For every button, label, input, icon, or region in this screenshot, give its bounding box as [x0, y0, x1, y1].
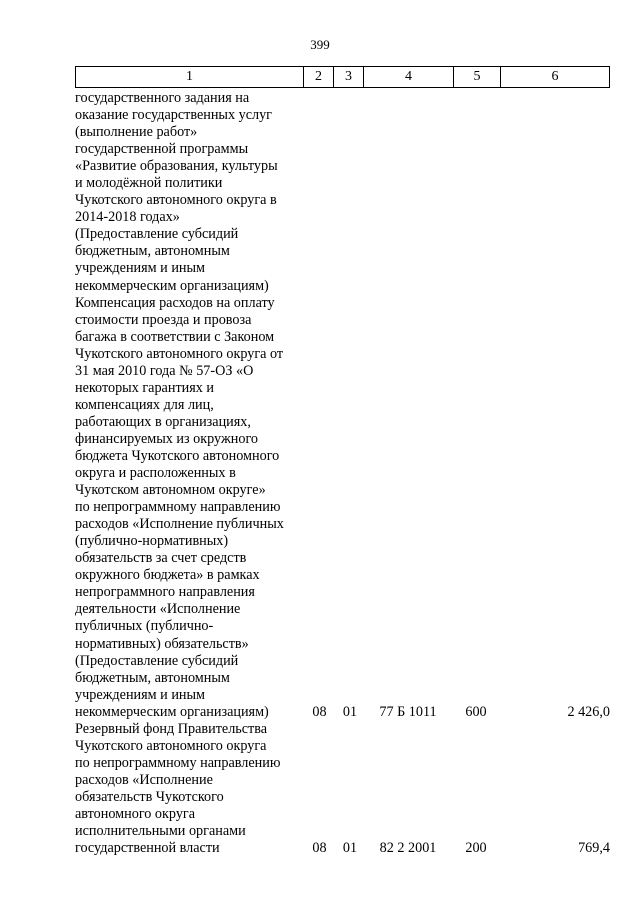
table-header: [75, 66, 610, 88]
row-amount: 769,4: [578, 840, 610, 857]
table-row: [75, 295, 610, 721]
row-amount: 2 426,0: [567, 703, 610, 720]
row-section: 08: [312, 703, 327, 720]
table-row: [75, 90, 610, 295]
row-description: Компенсация расходов на оплату стоимости проезда и провоза багажа в соответствии с Законом Чукотского автономного округа от 31 мая 2010 года № 57-ОЗ «О некоторых гарантиях и компенсациях для лиц, работающих в организациях, финансируемых из окружного бюджета Чукотского автономного округа и расположенных в Чукотском автономном округе» по непрограммному направлению расходов «Исполнение публичных (публично-нормативных) обязательств за счет средств окружного бюджета» в рамках непрограммного направления деятельности «Исполнение публичных (публично- нормативных) обязательств» (Предоставление субсидий бюджетным, автономным учреждениям и иным некоммерческим организациям): [75, 294, 284, 720]
row-target-article: 82 2 2001: [379, 840, 437, 857]
row-description: государственного задания на оказание государственных услуг (выполнение работ» государственной программы «Развитие образования, культуры и молодёжной политики Чукотского автономного округа в 2014-2018 годах» (Предоставление субсидий бюджетным, автономным учреждениям и иным некоммерческим организациям): [75, 90, 278, 294]
row-expense-type: 200: [465, 840, 487, 857]
row-subsection: 01: [342, 840, 358, 857]
row-description: Резервный фонд Правительства Чукотского автономного округа по непрограммному направлению расходов «Исполнение обязательств Чукотского автономного округа исполнительными органами государственной власти: [75, 720, 281, 857]
row-target-article: 77 Б 1011: [379, 703, 437, 720]
header-col-3: 3: [334, 67, 364, 88]
page-number: 399: [310, 37, 330, 52]
table-body: [75, 90, 610, 857]
row-subsection: 01: [342, 703, 358, 720]
row-expense-type: 600: [465, 703, 487, 720]
row-section: 08: [312, 840, 327, 857]
table-row: [75, 721, 610, 857]
header-col-1: 1: [76, 67, 304, 88]
header-col-4: 4: [364, 67, 454, 88]
header-col-5: 5: [454, 67, 501, 88]
header-col-6: 6: [501, 67, 610, 88]
header-col-2: 2: [304, 67, 334, 88]
